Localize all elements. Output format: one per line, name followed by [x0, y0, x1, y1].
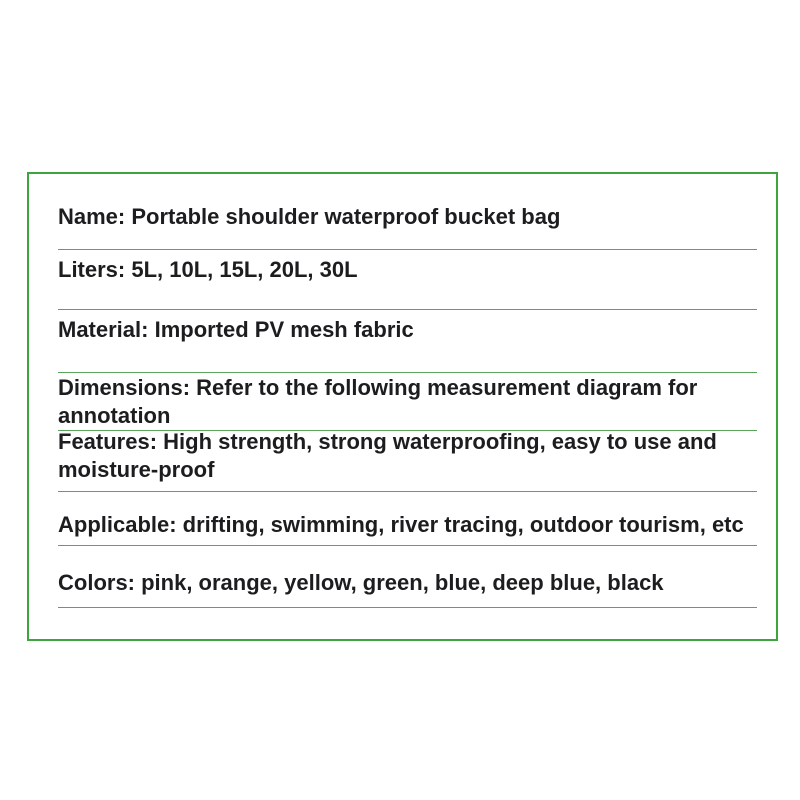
- spec-text-line: Liters: 5L, 10L, 15L, 20L, 30L: [58, 256, 358, 282]
- spec-text-line: annotation: [58, 402, 171, 428]
- spec-text-line: Dimensions: Refer to the following measurement diagram for: [58, 374, 698, 400]
- spec-text-line: Applicable: drifting, swimming, river tracing, outdoor tourism, etc: [58, 512, 744, 537]
- spec-text-line: Features: High strength, strong waterproofing, easy to use and: [58, 429, 717, 454]
- spec-row-dimensions: [58, 373, 757, 430]
- spec-row-name: [58, 174, 757, 249]
- spec-row-features: [58, 431, 757, 491]
- row-separator: [58, 607, 757, 608]
- spec-row-applicable: [58, 492, 757, 545]
- spec-rows: [58, 174, 757, 608]
- spec-text-line: Colors: pink, orange, yellow, green, blue, deep blue, black: [58, 570, 664, 595]
- product-spec-panel: [27, 172, 778, 641]
- spec-text-line: Material: Imported PV mesh fabric: [58, 317, 414, 342]
- spec-text-line: moisture-proof: [58, 457, 215, 482]
- spec-text-line: Name: Portable shoulder waterproof bucket bag: [58, 203, 561, 229]
- spec-row-liters: [58, 250, 757, 309]
- spec-row-material: [58, 310, 757, 372]
- spec-row-colors: [58, 546, 757, 607]
